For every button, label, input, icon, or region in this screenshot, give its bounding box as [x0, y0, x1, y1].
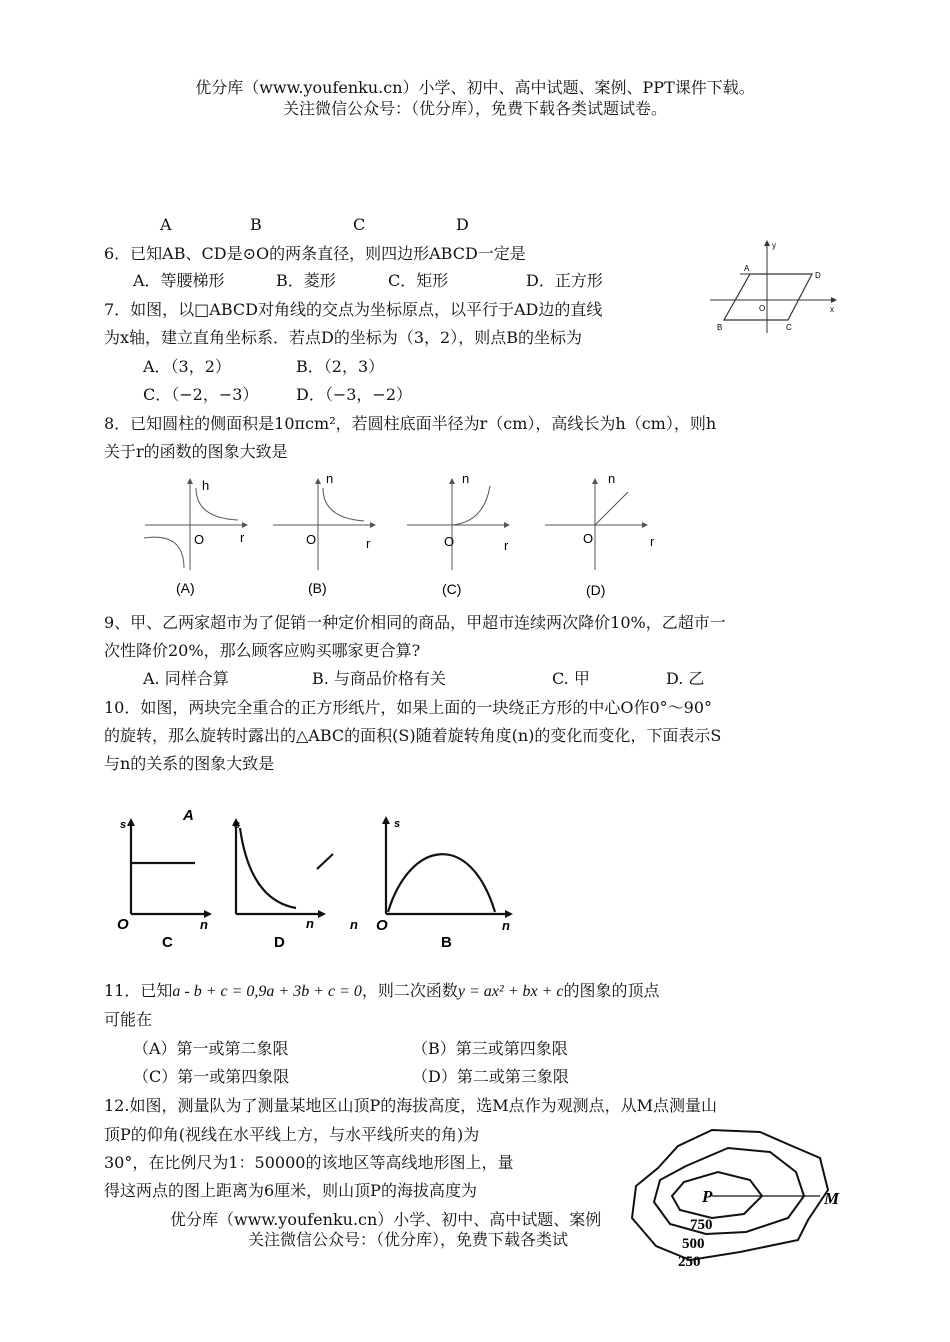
q12-line-2: 顶P的仰角(视线在水平线上方，与水平线所夹的角)为 [104, 1125, 480, 1144]
q8c-vaxis-label: n [462, 471, 470, 486]
q10b-vaxis-label: s [394, 818, 401, 830]
q5-label-d: D [456, 215, 469, 234]
footer-line-2: 关注微信公众号：（优分库），免费下载各类试 [248, 1230, 569, 1249]
q8a-caption: (A) [176, 580, 195, 596]
q9-option-a: A. 同样合算 [143, 669, 229, 688]
q10-caption-b: B [441, 934, 452, 951]
q7-option-c: C．（−2，−3） [143, 385, 259, 404]
q12-point-p-label: P [702, 1187, 713, 1206]
q11-prefix: 11．已知 [104, 981, 173, 1000]
q10-mid-n-label: n [306, 916, 314, 931]
q12-line-4: 得这两点的图上距离为6厘米，则山顶P的海拔高度为 [104, 1181, 477, 1200]
q7-line-2: 为x轴，建立直角坐标系．若点D的坐标为（3，2），则点B的坐标为 [104, 328, 582, 347]
q11-suffix: 的图象的顶点 [563, 981, 660, 1000]
q8-graph-d [540, 470, 660, 605]
q10d-vaxis-label: s [234, 819, 241, 831]
footer-line-1: 优分库（www.youfenku.cn）小学、初中、高中试题、案例 [170, 1210, 602, 1229]
q11-option-d: （D）第二或第三象限 [412, 1067, 569, 1086]
q8-line-1: 8．已知圆柱的侧面积是10πcm²，若圆柱底面半径为r（cm），高线长为h（cm），则h [104, 414, 717, 433]
q8b-haxis-label: r [366, 536, 371, 551]
q7-origin-label: O [759, 304, 766, 313]
q5-label-c: C [353, 215, 366, 234]
header-line-1: 优分库（www.youfenku.cn）小学、初中、高中试题、案例、PPT课件下载。 [195, 78, 755, 97]
q11-option-c: （C）第一或第四象限 [133, 1067, 290, 1086]
q10-caption-c: C [162, 934, 173, 951]
q9-option-b: B. 与商品价格有关 [312, 669, 446, 688]
q7-option-b: B．（2，3） [296, 357, 385, 376]
q10-graphs [110, 800, 530, 960]
q5-label-b: B [250, 215, 262, 234]
q8d-caption: (D) [586, 582, 606, 598]
q10-caption-d: D [274, 934, 285, 951]
q8-line-2: 关于r的函数的图象大致是 [104, 442, 288, 461]
q8a-haxis-label: r [240, 530, 245, 545]
q11-option-a: （A）第一或第二象限 [133, 1039, 289, 1058]
q7-x-axis-label: x [830, 305, 834, 314]
q10c-vaxis-label: s [120, 819, 127, 831]
q7-option-a: A．（3，2） [143, 357, 231, 376]
q6-option-b: B．菱形 [276, 271, 336, 290]
q5-label-a: A [160, 215, 172, 234]
q10c-haxis-label: n [200, 917, 208, 932]
q12-contour-map [620, 1120, 850, 1280]
q8b-caption: (B) [308, 580, 327, 596]
q8b-vaxis-label: n [326, 471, 334, 486]
q7-parallelogram-figure [700, 238, 850, 338]
q10-top-a-label: A [183, 807, 194, 824]
q10-line-2: 的旋转，那么旋转时露出的△ABC的面积(S)随着旋转角度(n)的变化而变化，下面表示S [104, 726, 722, 745]
q8b-origin-label: O [306, 532, 317, 547]
q6-option-c: C．矩形 [388, 271, 449, 290]
q10-line-1: 10．如图，两块完全重合的正方形纸片，如果上面的一块绕正方形的中心O作0°～90° [104, 698, 713, 717]
q7-point-c-label: C [786, 323, 792, 332]
q10-line-3: 与n的关系的图象大致是 [104, 754, 275, 773]
q12-line-3: 30°，在比例尺为1：50000的该地区等高线地形图上，量 [104, 1153, 514, 1172]
q11-middle: ，则二次函数 [361, 981, 458, 1000]
q10d-haxis-label: n [350, 917, 358, 932]
q11-function: y = ax² + bx + c [457, 983, 564, 1000]
q12-point-m-label: M [824, 1189, 840, 1208]
q11-line-1 [104, 981, 660, 1002]
q8-graph-b [268, 470, 388, 605]
q12-contour-750: 750 [690, 1217, 713, 1233]
q10b-origin-label: O [376, 917, 388, 934]
q8c-haxis-label: r [504, 538, 509, 553]
q9-line-1: 9、甲、乙两家超市为了促销一种定价相同的商品，甲超市连续两次降价10%，乙超市一 [104, 613, 726, 632]
header-line-2: 关注微信公众号：（优分库），免费下载各类试题试卷。 [282, 99, 667, 118]
q6-stem: 6．已知AB、CD是⊙O的两条直径，则四边形ABCD一定是 [104, 244, 526, 263]
q7-y-axis-label: y [772, 241, 776, 250]
q8d-vaxis-label: n [608, 471, 616, 486]
q8c-origin-label: O [444, 534, 455, 549]
q9-option-c: C. 甲 [552, 669, 590, 688]
q11-condition: a - b + c = 0,9a + 3b + c = 0 [172, 983, 362, 1000]
q12-contour-250: 250 [678, 1254, 701, 1270]
q8d-origin-label: O [583, 531, 594, 546]
q7-point-b-label: B [717, 323, 723, 332]
q8-graph-a [140, 470, 260, 605]
q11-option-b: （B）第三或第四象限 [412, 1039, 568, 1058]
q7-option-d: D．（−3，−2） [296, 385, 413, 404]
q8a-vaxis-label: h [202, 478, 210, 493]
q12-contour-500: 500 [682, 1236, 705, 1252]
q10c-origin-label: O [117, 916, 129, 933]
q11-line-2: 可能在 [104, 1010, 153, 1029]
q7-point-d-label: D [815, 271, 821, 280]
q8a-origin-label: O [194, 532, 205, 547]
q7-line-1: 7．如图，以□ABCD对角线的交点为坐标原点，以平行于AD边的直线 [104, 300, 603, 319]
q9-line-2: 次性降价20%，那么顾客应购买哪家更合算? [104, 641, 421, 660]
q8-graph-c [402, 470, 522, 605]
q6-option-a: A．等腰梯形 [133, 271, 225, 290]
q12-line-1: 12.如图，测量队为了测量某地区山顶P的海拔高度，选M点作为观测点，从M点测量山 [104, 1096, 717, 1115]
q10b-haxis-label: n [502, 918, 510, 933]
q8d-haxis-label: r [650, 534, 655, 549]
q9-option-d: D. 乙 [666, 669, 705, 688]
q6-option-d: D．正方形 [526, 271, 603, 290]
q7-point-a-label: A [744, 264, 750, 273]
q8c-caption: (C) [442, 581, 462, 597]
